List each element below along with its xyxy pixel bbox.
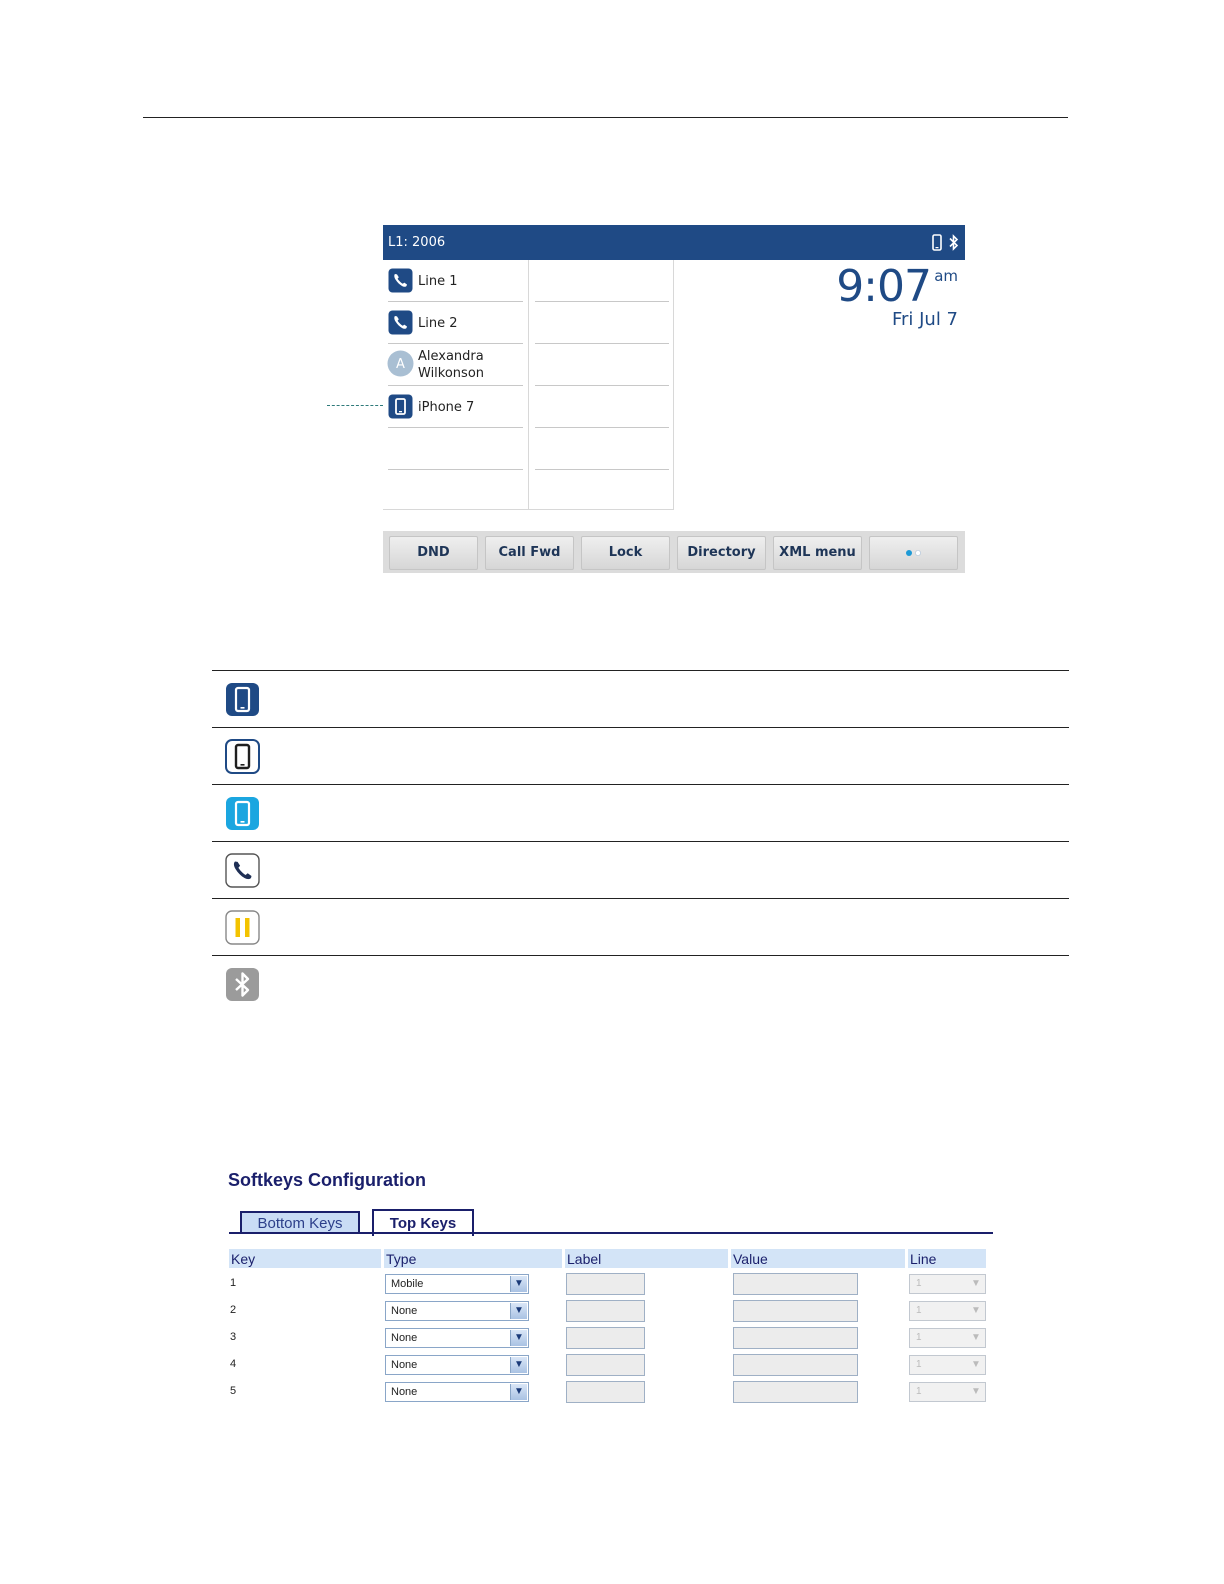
bluetooth-icon xyxy=(225,967,260,1002)
lock-softkey[interactable]: Lock xyxy=(581,536,670,570)
mobile-phone-icon xyxy=(388,394,413,419)
more-softkeys-button[interactable] xyxy=(869,536,958,570)
icon-row xyxy=(212,784,1069,841)
tab-bottom-keys[interactable]: Bottom Keys xyxy=(240,1211,360,1234)
type-value: None xyxy=(391,1332,418,1344)
dnd-softkey[interactable]: DND xyxy=(389,536,478,570)
hold-icon xyxy=(225,910,260,945)
line-value: 1 xyxy=(916,1278,922,1289)
value-input[interactable] xyxy=(733,1327,858,1349)
clock-date: Fri Jul 7 xyxy=(891,309,958,330)
label-input[interactable] xyxy=(566,1381,645,1403)
empty-key[interactable] xyxy=(535,386,669,428)
chevron-down-icon: ▼ xyxy=(510,1384,527,1400)
clock-time: 9:07 xyxy=(836,261,931,312)
column-header-value: Value xyxy=(731,1249,905,1268)
column-header-key: Key xyxy=(229,1249,381,1268)
phone-handset-icon xyxy=(388,268,413,293)
softkeys-config-title: Softkeys Configuration xyxy=(228,1170,427,1190)
column-header-label: Label xyxy=(565,1249,728,1268)
contact-name xyxy=(418,348,484,382)
column-header-type: Type xyxy=(384,1249,562,1268)
label-input[interactable] xyxy=(566,1354,645,1376)
label-input[interactable] xyxy=(566,1327,645,1349)
clock-ampm: am xyxy=(934,267,958,285)
line-select[interactable] xyxy=(909,1301,986,1321)
line-select[interactable] xyxy=(909,1355,986,1375)
type-select[interactable] xyxy=(385,1328,529,1348)
line-value: 1 xyxy=(916,1305,922,1316)
line-value: 1 xyxy=(916,1359,922,1370)
line-select[interactable] xyxy=(909,1382,986,1402)
divider xyxy=(383,509,674,510)
type-value: None xyxy=(391,1359,418,1371)
mobile-connected-icon xyxy=(225,682,260,717)
empty-key[interactable] xyxy=(388,428,523,470)
page-indicator-icon xyxy=(904,549,924,557)
icon-row xyxy=(212,898,1069,955)
line-select[interactable] xyxy=(909,1274,986,1294)
tab-underline xyxy=(229,1232,993,1234)
key-number: 5 xyxy=(230,1385,237,1397)
type-select[interactable] xyxy=(385,1274,529,1294)
line-select[interactable] xyxy=(909,1328,986,1348)
icon-row xyxy=(212,670,1069,727)
bluetooth-status-icon xyxy=(948,234,959,251)
contact-last-name: Wilkonson xyxy=(418,366,485,381)
phone-screen xyxy=(383,225,965,573)
line-key-1[interactable] xyxy=(388,260,523,302)
chevron-down-icon: ▼ xyxy=(510,1303,527,1319)
mobile-status-icon xyxy=(932,234,942,251)
chevron-down-icon: ▼ xyxy=(510,1357,527,1373)
type-value: None xyxy=(391,1386,418,1398)
key-number: 4 xyxy=(230,1358,237,1370)
contact-first-name: Alexandra xyxy=(418,349,484,364)
phone-status-bar xyxy=(383,225,965,260)
value-input[interactable] xyxy=(733,1381,858,1403)
chevron-down-icon: ▼ xyxy=(971,1386,981,1397)
icon-row xyxy=(212,727,1069,784)
value-input[interactable] xyxy=(733,1273,858,1295)
line-key-label: Line 1 xyxy=(418,274,458,289)
call-fwd-softkey[interactable]: Call Fwd xyxy=(485,536,574,570)
mobile-device-label: iPhone 7 xyxy=(418,400,475,415)
line-key-label: Line 2 xyxy=(418,316,458,331)
type-select[interactable] xyxy=(385,1301,529,1321)
line-id: L1: 2006 xyxy=(388,235,446,250)
icon-row xyxy=(212,955,1069,1012)
type-select[interactable] xyxy=(385,1355,529,1375)
icon-legend-table xyxy=(212,670,1069,1012)
chevron-down-icon: ▼ xyxy=(510,1276,527,1292)
directory-softkey[interactable]: Directory xyxy=(677,536,766,570)
value-input[interactable] xyxy=(733,1354,858,1376)
label-input[interactable] xyxy=(566,1273,645,1295)
type-value: None xyxy=(391,1305,418,1317)
contact-avatar-icon xyxy=(387,350,414,377)
mobile-device-key[interactable] xyxy=(388,386,523,428)
empty-key[interactable] xyxy=(535,260,669,302)
type-select[interactable] xyxy=(385,1382,529,1402)
chevron-down-icon: ▼ xyxy=(510,1330,527,1346)
phone-handset-icon xyxy=(388,310,413,335)
speed-dial-contact-key[interactable] xyxy=(388,344,523,386)
chevron-down-icon: ▼ xyxy=(971,1278,981,1289)
line-value: 1 xyxy=(916,1332,922,1343)
avatar-letter: A xyxy=(396,357,405,372)
key-number: 3 xyxy=(230,1331,237,1343)
page-header-rule xyxy=(143,117,1068,118)
chevron-down-icon: ▼ xyxy=(971,1332,981,1343)
mobile-active-icon xyxy=(225,796,260,831)
xml-menu-softkey[interactable]: XML menu xyxy=(773,536,862,570)
chevron-down-icon: ▼ xyxy=(971,1359,981,1370)
mobile-outline-icon xyxy=(225,739,260,774)
empty-key[interactable] xyxy=(535,428,669,470)
empty-key[interactable] xyxy=(388,470,523,511)
icon-row xyxy=(212,841,1069,898)
callout-leader-line xyxy=(327,405,383,406)
key-number: 2 xyxy=(230,1304,237,1316)
column-header-line: Line xyxy=(908,1249,986,1268)
line-value: 1 xyxy=(916,1386,922,1397)
empty-key[interactable] xyxy=(535,344,669,386)
type-value: Mobile xyxy=(391,1278,424,1290)
line-key-2[interactable] xyxy=(388,302,523,344)
chevron-down-icon: ▼ xyxy=(971,1305,981,1316)
phone-call-icon xyxy=(225,853,260,888)
tab-top-keys[interactable]: Top Keys xyxy=(372,1209,474,1236)
softkey-bar xyxy=(383,531,965,573)
key-number: 1 xyxy=(230,1277,237,1289)
programmable-keys-column xyxy=(383,260,529,510)
label-input[interactable] xyxy=(566,1300,645,1322)
empty-key[interactable] xyxy=(535,302,669,344)
value-input[interactable] xyxy=(733,1300,858,1322)
